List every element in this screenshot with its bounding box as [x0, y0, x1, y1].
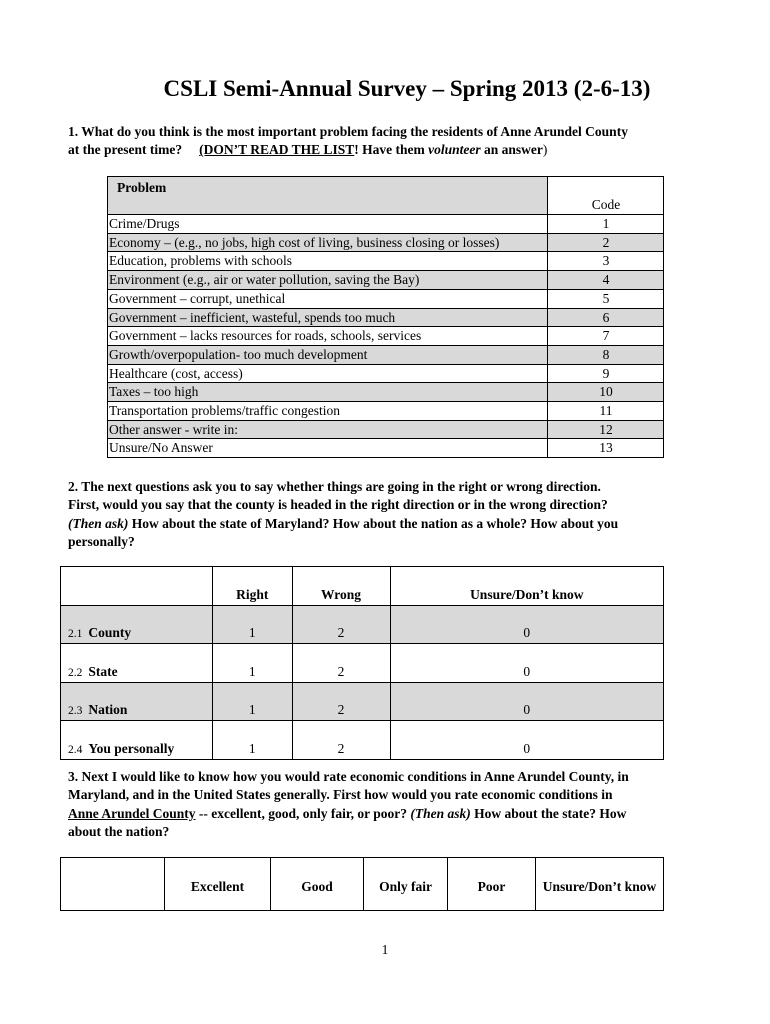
problem-cell: Transportation problems/traffic congestion — [108, 402, 548, 421]
row-label — [61, 721, 213, 760]
code-unsure: 0 — [390, 682, 663, 721]
q2-then-ask: (Then ask) — [68, 515, 129, 531]
row-label-text: County — [88, 625, 132, 641]
row-label — [61, 682, 213, 721]
row-label — [61, 605, 213, 644]
row-number: 2.3 — [68, 705, 83, 718]
q2-line-2: First, would you say that the county is headed in the right direction or in the wrong direction? — [68, 497, 608, 513]
table-row — [108, 252, 664, 271]
table-header-row — [108, 177, 664, 215]
table-row — [61, 721, 664, 760]
problem-code-table — [107, 176, 664, 458]
q3-line-3-rest: -- excellent, good, only fair, or poor? — [195, 805, 411, 821]
q1-line-2f: ) — [542, 142, 548, 158]
row-number: 2.4 — [68, 743, 83, 756]
problem-cell: Government – lacks resources for roads, schools, services — [108, 327, 548, 346]
code-wrong: 2 — [292, 721, 390, 760]
code-cell: 5 — [548, 289, 664, 308]
table-row — [108, 345, 664, 364]
q3-line-4: about the nation? — [68, 824, 170, 840]
q2-line-3-rest: How about the state of Maryland? How about the nation as a whole? How about you — [128, 515, 619, 531]
problem-cell: Other answer - write in: — [108, 420, 548, 439]
q3-line-3-end: How about the state? How — [470, 805, 627, 821]
header-problem: Problem — [108, 177, 548, 215]
code-unsure: 0 — [390, 721, 663, 760]
problem-cell: Unsure/No Answer — [108, 439, 548, 458]
q1-dont-read: (DON’T READ THE LIST — [199, 142, 355, 158]
code-unsure: 0 — [390, 644, 663, 683]
direction-rows — [61, 605, 664, 759]
row-label-text: Nation — [88, 702, 128, 718]
code-cell: 3 — [548, 252, 664, 271]
direction-table — [60, 566, 664, 760]
q2-line-4: personally? — [68, 534, 135, 550]
problem-cell: Healthcare (cost, access) — [108, 364, 548, 383]
header-unsure: Unsure/Don’t know — [536, 858, 664, 911]
table-header-row — [61, 858, 664, 911]
problem-cell: Taxes – too high — [108, 383, 548, 402]
header-wrong: Wrong — [292, 567, 390, 606]
q1-volunteer: volunteer — [428, 142, 481, 158]
code-wrong: 2 — [292, 682, 390, 721]
q1-line-2c: ! Have them — [354, 142, 429, 158]
table-row — [61, 644, 664, 683]
table-row — [108, 327, 664, 346]
q1-line-2 — [68, 141, 718, 159]
problem-cell: Education, problems with schools — [108, 252, 548, 271]
code-cell: 11 — [548, 402, 664, 421]
problem-rows — [108, 215, 664, 458]
header-blank — [61, 858, 165, 911]
header-right: Right — [213, 567, 293, 606]
code-cell: 6 — [548, 308, 664, 327]
problem-cell: Government – inefficient, wasteful, spends too much — [108, 308, 548, 327]
row-label-text: You personally — [88, 740, 175, 756]
table-row — [108, 308, 664, 327]
table-row — [108, 215, 664, 234]
problem-cell: Growth/overpopulation- too much development — [108, 345, 548, 364]
code-right: 1 — [213, 682, 293, 721]
code-cell: 1 — [548, 215, 664, 234]
code-unsure: 0 — [390, 605, 663, 644]
code-cell: 10 — [548, 383, 664, 402]
header-code: Code — [548, 177, 664, 215]
table-header-row — [61, 567, 664, 606]
table-row — [108, 383, 664, 402]
code-cell: 8 — [548, 345, 664, 364]
q3-line-2: Maryland, and in the United States generally. First how would you rate economic conditions in — [68, 787, 613, 803]
table-row — [108, 420, 664, 439]
page-title: CSLI Semi-Annual Survey – Spring 2013 (2-6-13) — [163, 76, 651, 101]
table-row — [108, 364, 664, 383]
question-2-text — [68, 478, 718, 552]
table-row — [108, 233, 664, 252]
table-row — [108, 439, 664, 458]
table-row — [61, 682, 664, 721]
economic-rating-table — [60, 857, 664, 911]
code-cell: 2 — [548, 233, 664, 252]
code-cell: 9 — [548, 364, 664, 383]
problem-cell: Government – corrupt, unethical — [108, 289, 548, 308]
table-row — [61, 605, 664, 644]
header-only-fair: Only fair — [364, 858, 448, 911]
q3-anne-arundel: Anne Arundel County — [68, 805, 196, 821]
problem-cell: Economy – (e.g., no jobs, high cost of living, business closing or losses) — [108, 233, 548, 252]
q2-line-3 — [68, 515, 718, 533]
problem-cell: Crime/Drugs — [108, 215, 548, 234]
header-good: Good — [271, 858, 364, 911]
code-right: 1 — [213, 644, 293, 683]
q1-line-2e: an answer — [480, 142, 543, 158]
header-poor: Poor — [448, 858, 536, 911]
code-cell: 7 — [548, 327, 664, 346]
q3-then-ask: (Then ask) — [410, 805, 471, 821]
row-number: 2.2 — [68, 666, 83, 679]
q3-line-3 — [68, 805, 718, 823]
question-3-text — [68, 768, 718, 842]
code-cell: 13 — [548, 439, 664, 458]
row-label-text: State — [88, 663, 118, 679]
row-label — [61, 644, 213, 683]
table-row — [108, 289, 664, 308]
code-right: 1 — [213, 605, 293, 644]
table-row — [108, 402, 664, 421]
q1-line-2a: at the present time? — [68, 142, 183, 158]
code-cell: 4 — [548, 271, 664, 290]
q1-line-1: 1. What do you think is the most important problem facing the residents of Anne Arundel County — [68, 124, 628, 139]
question-1-text — [68, 123, 718, 160]
code-wrong: 2 — [292, 605, 390, 644]
header-blank — [61, 567, 213, 606]
code-wrong: 2 — [292, 644, 390, 683]
header-excellent: Excellent — [165, 858, 271, 911]
table-row — [108, 271, 664, 290]
code-cell: 12 — [548, 420, 664, 439]
code-right: 1 — [213, 721, 293, 760]
header-unsure: Unsure/Don’t know — [390, 567, 663, 606]
q2-line-1: 2. The next questions ask you to say whether things are going in the right or wrong direction. — [68, 479, 601, 494]
row-number: 2.1 — [68, 628, 83, 641]
q3-line-1: 3. Next I would like to know how you would rate economic conditions in Anne Arundel County, in — [68, 769, 629, 784]
problem-cell: Environment (e.g., air or water pollution, saving the Bay) — [108, 271, 548, 290]
page-number: 1 — [381, 942, 389, 957]
